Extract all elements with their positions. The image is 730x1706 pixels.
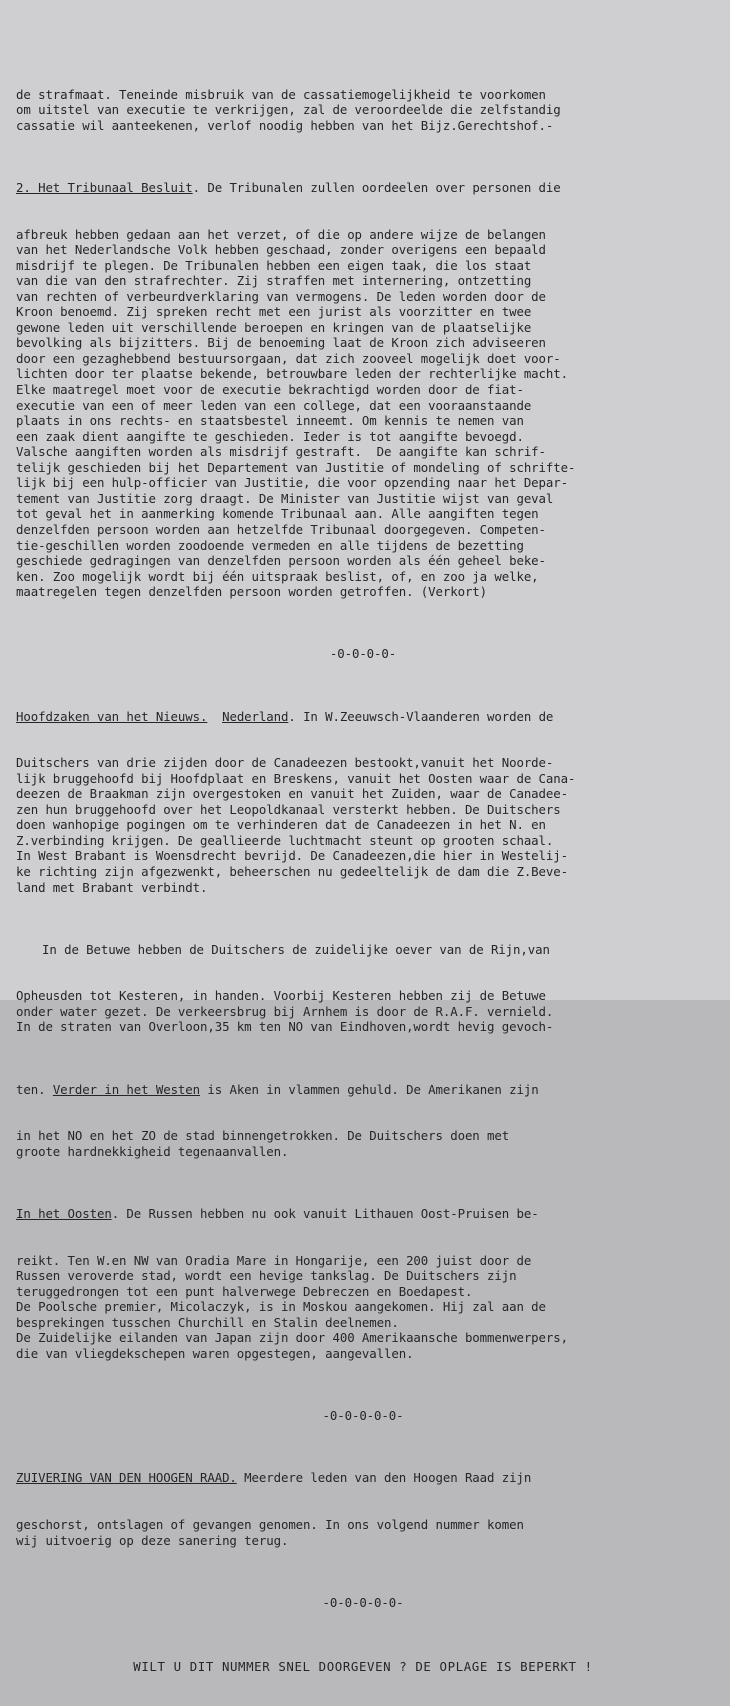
text-line: Kroon benoemd. Zij spreken recht met een jurist als voorzitter en twee	[16, 304, 532, 320]
text-line: geschiede gedragingen van denzelfden persoon worden als één geheel beke-	[16, 553, 546, 569]
nederland-heading: Nederland	[222, 708, 289, 724]
text-line: in het NO en het ZO de stad binnengetrokken. De Duitschers doen met	[16, 1128, 510, 1144]
text-line: de strafmaat. Teneinde misbruik van de cassatiemogelijkheid te voorkomen	[16, 86, 546, 102]
text-line: door een gezaghebbend bestuursorgaan, dat zich zooveel mogelijk doet voor-	[16, 350, 561, 366]
nieuws-first-line: Hoofdzaken van het Nieuws. Nederland. In W.Zeeuwsch-Vlaanderen worden de	[16, 708, 554, 724]
footer-notice: WILT U DIT NUMMER SNEL DOORGEVEN ? DE OPLAGE IS BEPERKT !	[133, 1658, 593, 1674]
text-line: tot geval het in aanmerking komende Tribunaal aan. Alle aangiften tegen	[16, 506, 539, 522]
westen-heading: Verder in het Westen	[52, 1081, 201, 1097]
westen-first-line: ten. Verder in het Westen is Aken in vlammen gehuld. De Amerikanen zijn	[16, 1081, 539, 1097]
text-line: van rechten of verbeurdverklaring van vermogens. De leden worden door de	[16, 288, 546, 304]
nieuws-lines	[16, 755, 710, 895]
text-line: wij uitvoerig op deze sanering terug.	[16, 1532, 289, 1548]
text-line: lijk bij een hulp-officier van Justitie, die voor opzending naar het Depar-	[16, 475, 568, 491]
text-line: zen hun bruggehoofd over het Leopoldkanaal versterkt hebben. De Duitschers	[16, 801, 561, 817]
text-line: Opheusden tot Kesteren, in handen. Voorbij Kesteren hebben zij de Betuwe	[16, 988, 546, 1004]
text-line: van het Nederlandsche Volk hebben geschaad, zonder overigens een bepaald	[16, 242, 546, 258]
betuwe-lines	[16, 988, 710, 1035]
text-line: bevolking als bijzitters. Bij de benoeming laat de Kroon zich adviseeren	[16, 335, 546, 351]
separator: -0-0-0-0-	[329, 646, 397, 662]
text-line: tement van Justitie zorg draagt. De Minister van Justitie wijst van geval	[16, 490, 554, 506]
text-line: afbreuk hebben gedaan aan het verzet, of die op andere wijze de belangen	[16, 226, 546, 242]
text-line: die van vliegdekschepen waren opgestegen, aangevallen.	[16, 1345, 414, 1361]
text-line: telijk geschieden bij het Departement van Justitie of mondeling of schrifte-	[16, 459, 576, 475]
text-line: onder water gezet. De verkeersbrug bij Arnhem is door de R.A.F. vernield.	[16, 1003, 554, 1019]
text-line: een zaak dient aangifte te geschieden. Ieder is tot aangifte bevoegd.	[16, 428, 524, 444]
text-line: denzelfden persoon worden aan hetzelfde Tribunaal doorgegeven. Competen-	[16, 521, 546, 537]
text-line: groote hardnekkigheid tegenaanvallen.	[16, 1143, 289, 1159]
text-line: reikt. Ten W.en NW van Oradia Mare in Hongarije, een 200 juist door de	[16, 1252, 532, 1268]
text-line: Elke maatregel moet voor de executie bekrachtigd worden door de fiat-	[16, 382, 524, 398]
westen-lines	[16, 1128, 710, 1159]
text-line: Z.verbinding krijgen. De geallieerde luchtmacht steunt op grooten schaal.	[16, 832, 554, 848]
text-line: In West Brabant is Woensdrecht bevrijd. De Canadeezen,die hier in Westelij-	[16, 848, 568, 864]
text-line: gewone leden uit verschillende beroepen en kringen van de plaatselijke	[16, 319, 532, 335]
text-line: executie van een of meer leden van een college, dat een vooraanstaande	[16, 397, 532, 413]
zuivering-first-line: ZUIVERING VAN DEN HOOGEN RAAD. Meerdere leden van den Hoogen Raad zijn	[16, 1470, 532, 1486]
tribunaal-lines	[16, 227, 710, 600]
separator-2: -0-0-0-0-0-	[322, 1408, 404, 1424]
text-line: ken. Zoo mogelijk wordt bij één uitspraak beslist, of, en zoo ja welke,	[16, 568, 539, 584]
text-line: ke richting zijn afgezwenkt, beheerschen nu gedeeltelijk de dam die Z.Beve-	[16, 863, 568, 879]
zuivering-heading: ZUIVERING VAN DEN HOOGEN RAAD.	[16, 1470, 237, 1486]
text-line: maatregelen tegen denzelfden persoon worden getroffen. (Verkort)	[16, 584, 488, 600]
intro-lines	[16, 87, 710, 134]
text-line: De Poolsche premier, Micolaczyk, is in Moskou aangekomen. Hij zal aan de	[16, 1299, 546, 1315]
text-line: om uitstel van executie te verkrijgen, zal de veroordeelde die zelfstandig	[16, 102, 561, 118]
tribunaal-first-line: 2. Het Tribunaal Besluit. De Tribunalen zullen oordeelen over personen die	[16, 179, 561, 195]
text-line: geschorst, ontslagen of gevangen genomen. In ons volgend nummer komen	[16, 1516, 524, 1532]
text-line: misdrijf te plegen. De Tribunalen hebben een eigen taak, die los staat	[16, 257, 532, 273]
text-line: cassatie wil aanteekenen, verlof noodig hebben van het Bijz.Gerechtshof.-	[16, 117, 554, 133]
zuivering-lines	[16, 1517, 710, 1548]
nieuws-heading: Hoofdzaken van het Nieuws.	[16, 708, 208, 724]
text-line: land met Brabant verbindt.	[16, 879, 208, 895]
typed-text-body	[16, 40, 710, 1706]
oosten-first-line: In het Oosten. De Russen hebben nu ook vanuit Lithauen Oost-Pruisen be-	[16, 1206, 539, 1222]
text-line: De Zuidelijke eilanden van Japan zijn door 400 Amerikaansche bommenwerpers,	[16, 1330, 568, 1346]
text-line: plaats in ons rechts- en staatsbestel inneemt. Om kennis te nemen van	[16, 413, 524, 429]
text-line: lichten door ter plaatse bekende, betrouwbare leden der rechterlijke macht.	[16, 366, 568, 382]
text-line: Russen veroverde stad, wordt een hevige tankslag. De Duitschers zijn	[16, 1268, 517, 1284]
text-line: In de straten van Overloon,35 km ten NO van Eindhoven,wordt hevig gevoch-	[16, 1019, 554, 1035]
text-line: lijk bruggehoofd bij Hoofdplaat en Breskens, vanuit het Oosten waar de Cana-	[16, 770, 576, 786]
oosten-heading: In het Oosten	[16, 1206, 112, 1222]
text-line: Duitschers van drie zijden door de Canadeezen bestookt,vanuit het Noorde-	[16, 755, 554, 771]
oosten-lines	[16, 1253, 710, 1362]
text-line: deezen de Braakman zijn overgestoken en vanuit het Zuiden, waar de Canadee-	[16, 786, 568, 802]
text-line: Valsche aangiften worden als misdrijf gestraft. De aangifte kan schrif-	[16, 444, 546, 460]
text-line: teruggedrongen tot een punt halverwege Debreczen en Boedapest.	[16, 1283, 473, 1299]
betuwe-first-line: In de Betuwe hebben de Duitschers de zuidelijke oever van de Rijn,van	[42, 941, 550, 957]
text-line: tie-geschillen worden zoodoende vermeden en alle tijdens de bezetting	[16, 537, 524, 553]
text-line: besprekingen tusschen Churchill en Stalin deelnemen.	[16, 1314, 399, 1330]
tribunaal-heading: 2. Het Tribunaal Besluit	[16, 179, 193, 195]
separator-3: -0-0-0-0-0-	[322, 1594, 404, 1610]
text-line: van die van den strafrechter. Zij straffen met internering, ontzetting	[16, 273, 532, 289]
text-line: doen wanhopige pogingen om te verhinderen dat de Canadeezen in het N. en	[16, 817, 546, 833]
